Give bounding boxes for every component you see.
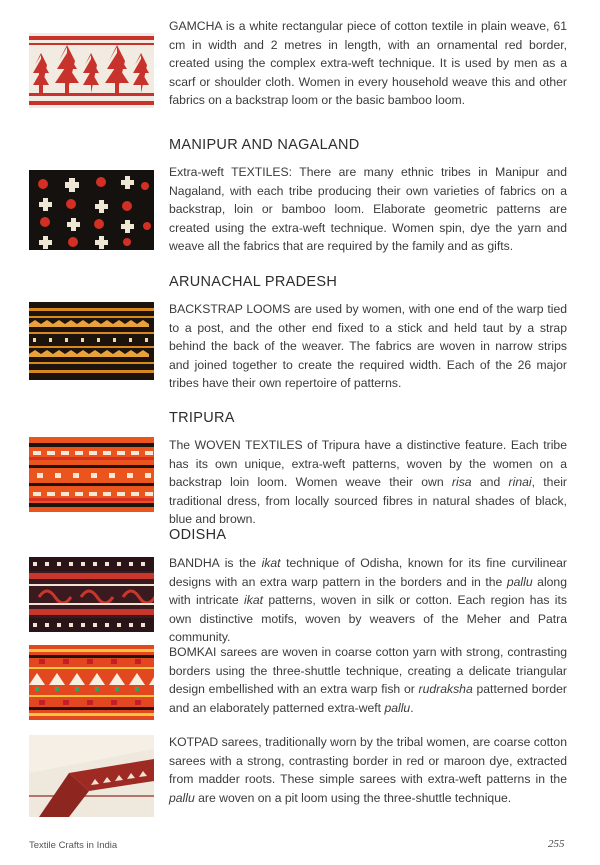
gamcha-paragraph: GAMCHA is a white rectangular piece of cotton textile in plain weave, 61 cm in width and 2 metres in length, with an ornamental red border, created using the complex extra-weft technique. It is used by men as a scarf or shoulder cloth. Women in every household weave this and other fabrics on a backstrap loom or the basic bamboo loom. <box>169 19 567 108</box>
bandha-textile-image <box>29 557 154 632</box>
heading-tripura: TRIPURA <box>169 410 235 426</box>
manipur-textile-image <box>29 170 154 250</box>
heading-odisha: ODISHA <box>169 527 227 543</box>
gamcha-textile-image <box>29 33 154 108</box>
kotpad-paragraph: KOTPAD sarees, traditionally worn by the tribal women, are coarse cotton sarees with a strong, contrasting border in red or maroon dye, extracted from madder roots. These simple sarees with extra-weft patterns in the pallu are woven on a pit loom using the three-shuttle technique. <box>169 735 567 805</box>
tripura-paragraph: The WOVEN TEXTILES of Tripura have a distinctive feature. Each tribe has its own unique, extra-weft patterns, woven by the women on a backstrap loin loom. Women weave their own risa and rinai, their traditional dress, from locally sourced fibres in natural shades of black, blue and brown. <box>169 438 567 527</box>
tripura-textile-image <box>29 437 154 512</box>
arunachal-textile-image <box>29 302 154 380</box>
arunachal-paragraph: BACKSTRAP LOOMS are used by women, with one end of the warp tied to a post, and the other end fixed to a stick and held taut by a strap behind the back of the weaver. The fabrics are woven in narrow strips and joined together to create the required width. Each of the 26 major tribes have their own repertoire of patterns. <box>169 302 567 391</box>
bandha-paragraph: BANDHA is the ikat technique of Odisha, known for its fine curvilinear designs with an extra warp pattern in the borders and in the pallu along with intricate ikat patterns, woven in silk or cotton. Each region has its own distinctive motifs, woven by weavers of the Meher and Patra community. <box>169 556 567 645</box>
heading-manipur-nagaland: MANIPUR AND NAGALAND <box>169 137 360 153</box>
bomkai-paragraph: BOMKAI sarees are woven in coarse cotton yarn with strong, contrasting borders using the three-shuttle technique, creating a delicate triangular design embellished with an extra warp fish or rudraksha patterned border and an elaborately patterned extra-weft pallu. <box>169 645 567 715</box>
page-number: 255 <box>548 838 565 850</box>
kotpad-textile-image <box>29 735 154 817</box>
manipur-paragraph: Extra-weft TEXTILES: There are many ethnic tribes in Manipur and Nagaland, with each tribe producing their own varieties of fabrics on a backstrap, loin or bamboo loom. Elaborate geometric patterns are created using the extra-weft technique. Women spin, dye the yarn and weave all the fabrics that are required by the family and as gifts. <box>169 165 567 254</box>
heading-arunachal-pradesh: ARUNACHAL PRADESH <box>169 274 338 290</box>
bomkai-textile-image <box>29 645 154 720</box>
footer-book-title: Textile Crafts in India <box>29 840 118 851</box>
